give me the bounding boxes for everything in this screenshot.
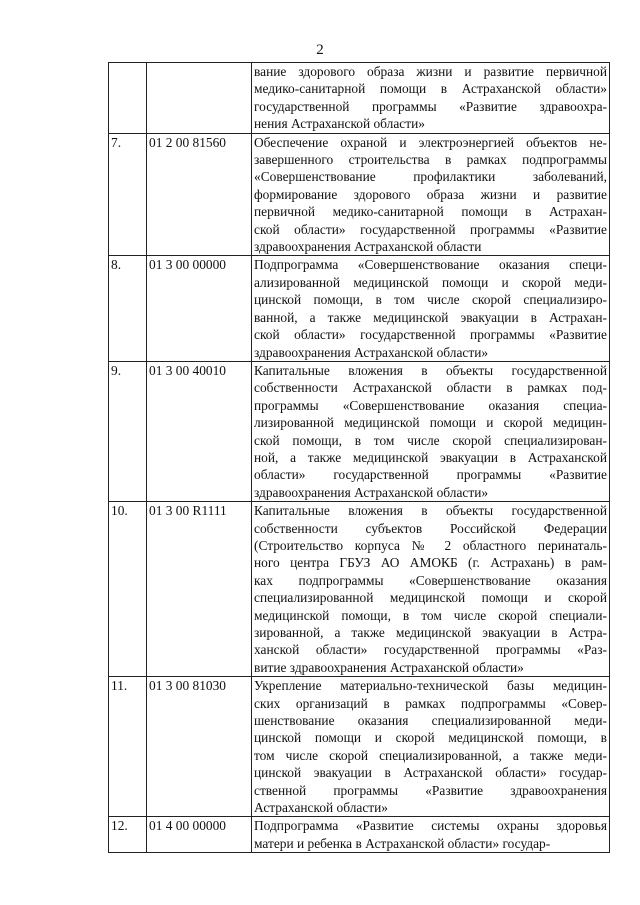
description-line: вание здорового образа жизни и развитие первичной bbox=[254, 64, 607, 79]
classification-code: 01 3 00 81030 bbox=[147, 677, 252, 817]
description-line: шенствование оказания специализированной меди- bbox=[254, 713, 607, 729]
description-cell bbox=[252, 502, 610, 677]
description-line: медицинской помощи, в том числе скорой специали- bbox=[254, 607, 607, 623]
row-number: 10. bbox=[109, 502, 147, 677]
description-line: Обеспечение охраной и электроэнергией объектов не- bbox=[254, 134, 607, 150]
description-line: зированной, а также медицинской эвакуации в Астра- bbox=[254, 625, 607, 640]
description-line: области» государственной программы «Развитие bbox=[254, 467, 607, 483]
description-line: ской области» государственной программы «Развитие bbox=[254, 327, 607, 343]
description-line: здравоохранения Астраханской области» bbox=[254, 344, 489, 360]
table-row bbox=[109, 502, 610, 677]
description-line: лизированной медицинской помощи и скорой медицин- bbox=[254, 415, 607, 431]
description-line: медико-санитарной помощи в Астраханской области» bbox=[254, 81, 607, 97]
description-line: формирование здорового образа жизни и развитие bbox=[254, 186, 607, 202]
classification-code: 01 3 00 R1111 bbox=[147, 502, 252, 677]
description-cell bbox=[252, 63, 610, 134]
row-number: 9. bbox=[109, 361, 147, 501]
description-line: ванной, а также медицинской эвакуации в Астрахан- bbox=[254, 309, 607, 325]
classification-code bbox=[147, 63, 252, 134]
description-line: ственной программы «Развитие здравоохранения bbox=[254, 782, 607, 798]
row-number: 12. bbox=[109, 817, 147, 853]
description-line: собственности субъектов Российской Федерации bbox=[254, 520, 607, 536]
description-line: (Строительство корпуса № 2 областного перинаталь- bbox=[254, 537, 607, 553]
description-line: специализированной медицинской помощи и скорой bbox=[254, 590, 607, 606]
description-line: ной, а также медицинской эвакуации в Астраханской bbox=[254, 449, 607, 465]
description-line: здравоохранения Астраханской области» bbox=[254, 484, 489, 500]
description-line: ских организаций в рамках подпрограммы «Совер- bbox=[254, 695, 607, 711]
classification-code: 01 4 00 00000 bbox=[147, 817, 252, 853]
table-row bbox=[109, 256, 610, 361]
description-line: Подпрограмма «Совершенствование оказания специ- bbox=[254, 257, 607, 273]
description-line: цинской помощи и скорой медицинской помощи, в bbox=[254, 730, 607, 746]
table-row bbox=[109, 361, 610, 501]
description-line: ской помощи, в том числе скорой специализирован- bbox=[254, 432, 607, 448]
description-cell bbox=[252, 361, 610, 501]
classification-code: 01 3 00 00000 bbox=[147, 256, 252, 361]
description-line: Подпрограмма «Развитие системы охраны здоровья bbox=[254, 818, 607, 834]
description-line: нения Астраханской области» bbox=[254, 116, 425, 132]
table-row bbox=[109, 677, 610, 817]
description-line: завершенного строительства в рамках подпрограммы bbox=[254, 152, 607, 168]
description-line: Капитальные вложения в объекты государственной bbox=[254, 503, 607, 519]
description-line: матери и ребенка в Астраханской области» государ- bbox=[254, 835, 551, 851]
description-line: Астраханской области» bbox=[254, 800, 388, 816]
description-line: здравоохранения Астраханской области bbox=[254, 239, 482, 255]
description-line: ного центра ГБУЗ АО АМОКБ (г. Астрахань) в рам- bbox=[254, 555, 607, 571]
description-line: витие здравоохранения Астраханской области» bbox=[254, 659, 524, 675]
description-line: ализированной медицинской помощи и скорой меди- bbox=[254, 274, 607, 290]
description-cell bbox=[252, 677, 610, 817]
row-number bbox=[109, 63, 147, 134]
table-row bbox=[109, 133, 610, 256]
description-line: ках подпрограммы «Совершенствование оказания bbox=[254, 572, 607, 588]
description-line: собственности Астраханской области в рамках под- bbox=[254, 380, 607, 396]
description-cell bbox=[252, 817, 610, 853]
description-line: ханской области» государственной программы «Раз- bbox=[254, 642, 607, 658]
classification-code: 01 2 00 81560 bbox=[147, 133, 252, 256]
description-line: цинской эвакуации в Астраханской области» государ- bbox=[254, 765, 607, 781]
row-number: 7. bbox=[109, 133, 147, 256]
table-row bbox=[109, 63, 610, 134]
description-cell bbox=[252, 133, 610, 256]
description-line: Капитальные вложения в объекты государственной bbox=[254, 362, 607, 378]
budget-classification-table bbox=[108, 62, 610, 853]
table-row bbox=[109, 817, 610, 853]
description-line: программы «Совершенствование оказания специа- bbox=[254, 397, 607, 413]
row-number: 11. bbox=[109, 677, 147, 817]
row-number: 8. bbox=[109, 256, 147, 361]
description-line: том числе скорой специализированной, а также меди- bbox=[254, 747, 607, 763]
description-line: ской области» государственной программы «Развитие bbox=[254, 221, 607, 237]
page-number: 2 bbox=[316, 42, 324, 58]
description-line: цинской помощи, в том числе скорой специализиро- bbox=[254, 292, 607, 308]
description-line: первичной медико-санитарной помощи в Астрахан- bbox=[254, 204, 607, 220]
classification-code: 01 3 00 40010 bbox=[147, 361, 252, 501]
description-line: «Совершенствование профилактики заболеваний, bbox=[254, 169, 607, 185]
description-cell bbox=[252, 256, 610, 361]
description-line: государственной программы «Развитие здравоохра- bbox=[254, 98, 607, 114]
description-line: Укрепление материально-технической базы медицин- bbox=[254, 678, 607, 694]
